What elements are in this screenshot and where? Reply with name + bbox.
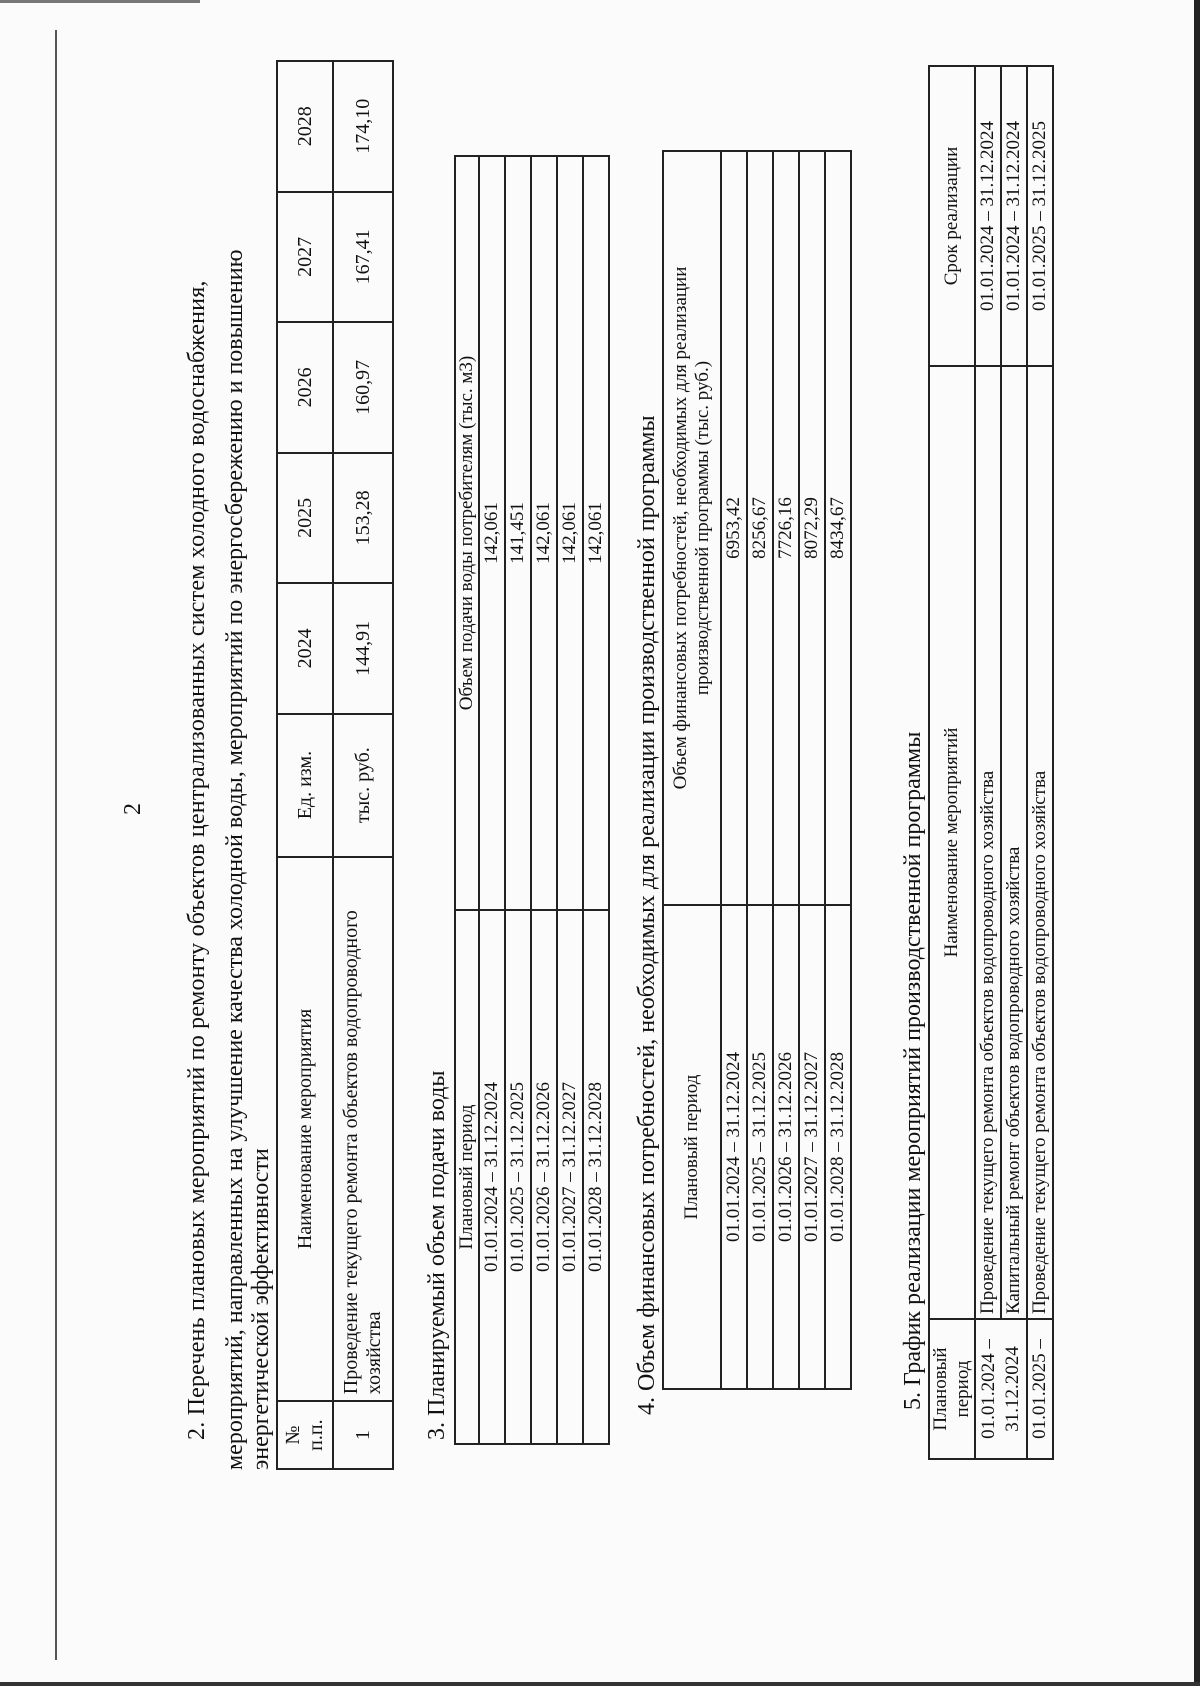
page-edge-left bbox=[55, 30, 57, 1660]
cell-finance: 8072,29 bbox=[799, 151, 825, 905]
table-row bbox=[721, 151, 747, 1389]
cell-volume: 142,061 bbox=[479, 156, 505, 910]
rotated-document-content bbox=[120, 50, 1070, 1470]
cell-period: 01.01.2025 – 31.12.2025 bbox=[747, 905, 773, 1389]
table-row bbox=[825, 151, 851, 1389]
header-2025: 2025 bbox=[277, 453, 333, 584]
page-number: 2 bbox=[120, 803, 146, 815]
cell-2028: 174,10 bbox=[333, 61, 393, 192]
cell-period: 01.01.2026 – 31.12.2026 bbox=[531, 910, 557, 1444]
cell-volume: 142,061 bbox=[531, 156, 557, 910]
header-name: Наименование мероприятия bbox=[277, 857, 333, 1402]
cell-period: 01.01.2027 – 31.12.2027 bbox=[799, 905, 825, 1389]
cell-finance: 8434,67 bbox=[825, 151, 851, 905]
header-period: Плановый период bbox=[663, 905, 721, 1389]
cell-2027: 167,41 bbox=[333, 192, 393, 323]
cell-finance: 7726,16 bbox=[773, 151, 799, 905]
table-row bbox=[333, 61, 393, 1469]
cell-period: 01.01.2028 – 31.12.2028 bbox=[583, 910, 609, 1444]
section2-table bbox=[276, 60, 394, 1470]
cell-period: 01.01.2025 – 31.12.2025 bbox=[505, 910, 531, 1444]
cell-volume: 142,061 bbox=[583, 156, 609, 910]
table-row bbox=[975, 66, 1001, 1459]
header-2027: 2027 bbox=[277, 192, 333, 323]
cell-period: 01.01.2024 – 31.12.2024 bbox=[721, 905, 747, 1389]
table-row bbox=[557, 156, 583, 1444]
table-row bbox=[479, 156, 505, 1444]
header-2028: 2028 bbox=[277, 61, 333, 192]
table-header-row bbox=[663, 151, 721, 1389]
cell-volume: 142,061 bbox=[557, 156, 583, 910]
cell-name: Проведение текущего ремонта объектов водопроводного хозяйства bbox=[333, 857, 393, 1402]
section3-title: 3. Планируемый объем подачи воды bbox=[424, 1070, 450, 1440]
header-num: № п.п. bbox=[277, 1401, 333, 1469]
cell-volume: 141,451 bbox=[505, 156, 531, 910]
header-2026: 2026 bbox=[277, 322, 333, 453]
cell-finance: 8256,67 bbox=[747, 151, 773, 905]
cell-finance: 6953,42 bbox=[721, 151, 747, 905]
table-row bbox=[799, 151, 825, 1389]
section5-table bbox=[928, 65, 1054, 1460]
section3-table bbox=[454, 155, 610, 1445]
page-edge-right bbox=[1194, 0, 1200, 1686]
cell-period: 01.01.2028 – 31.12.2028 bbox=[825, 905, 851, 1389]
table-row bbox=[583, 156, 609, 1444]
header-name: Наименование мероприятий bbox=[929, 366, 975, 1319]
table-header-row bbox=[929, 66, 975, 1459]
cell-period: 01.01.2025 – bbox=[1027, 1319, 1053, 1459]
cell-name: Проведение текущего ремонта объектов водопроводного хозяйства bbox=[975, 366, 1001, 1319]
cell-2024: 144,91 bbox=[333, 583, 393, 714]
cell-unit: тыс. руб. bbox=[333, 714, 393, 857]
table-row bbox=[747, 151, 773, 1389]
table-row bbox=[1027, 66, 1053, 1459]
cell-period: 01.01.2027 – 31.12.2027 bbox=[557, 910, 583, 1444]
cell-name: Проведение текущего ремонта объектов водопроводного хозяйства bbox=[1027, 366, 1053, 1319]
section2-title-line2: мероприятий, направленных на улучшение качества холодной воды, мероприятий по энергосбережению и повышению bbox=[222, 249, 248, 1470]
cell-period: 01.01.2024 – 31.12.2024 bbox=[975, 1319, 1027, 1459]
cell-term: 01.01.2024 – 31.12.2024 bbox=[1001, 66, 1027, 366]
table-header-row bbox=[455, 156, 479, 1444]
header-volume: Объем подачи воды потребителям (тыс. м3) bbox=[455, 156, 479, 910]
header-term: Срок реализации bbox=[929, 66, 975, 366]
table-row bbox=[505, 156, 531, 1444]
page-edge-top bbox=[0, 0, 200, 3]
cell-2025: 153,28 bbox=[333, 453, 393, 584]
cell-term: 01.01.2025 – 31.12.2025 bbox=[1027, 66, 1053, 366]
cell-period: 01.01.2024 – 31.12.2024 bbox=[479, 910, 505, 1444]
header-finance: Объем финансовых потребностей, необходимых для реализации производственной программы (тыс. руб.) bbox=[663, 151, 721, 905]
header-period: Плановый период bbox=[929, 1319, 975, 1459]
cell-2026: 160,97 bbox=[333, 322, 393, 453]
cell-name: Капитальный ремонт объектов водопроводного хозяйства bbox=[1001, 366, 1027, 1319]
section2-title-line1: 2. Перечень плановых мероприятий по ремонту объектов централизованных систем холодного водоснабжения, bbox=[184, 280, 210, 1440]
section4-title: 4. Объем финансовых потребностей, необходимых для реализации производственной программы bbox=[634, 415, 660, 1415]
table-row bbox=[773, 151, 799, 1389]
header-unit: Ед. изм. bbox=[277, 714, 333, 857]
section5-title: 5. График реализации мероприятий производственной программы bbox=[900, 731, 926, 1410]
section2-title-line3: энергетической эффективности bbox=[248, 1148, 274, 1470]
table-row bbox=[531, 156, 557, 1444]
table-header-row bbox=[277, 61, 333, 1469]
cell-term: 01.01.2024 – 31.12.2024 bbox=[975, 66, 1001, 366]
cell-num: 1 bbox=[333, 1401, 393, 1469]
section4-table bbox=[662, 150, 852, 1390]
page-edge-bottom bbox=[0, 1682, 1200, 1686]
header-period: Плановый период bbox=[455, 910, 479, 1444]
table-row bbox=[1001, 66, 1027, 1459]
header-2024: 2024 bbox=[277, 583, 333, 714]
cell-period: 01.01.2026 – 31.12.2026 bbox=[773, 905, 799, 1389]
